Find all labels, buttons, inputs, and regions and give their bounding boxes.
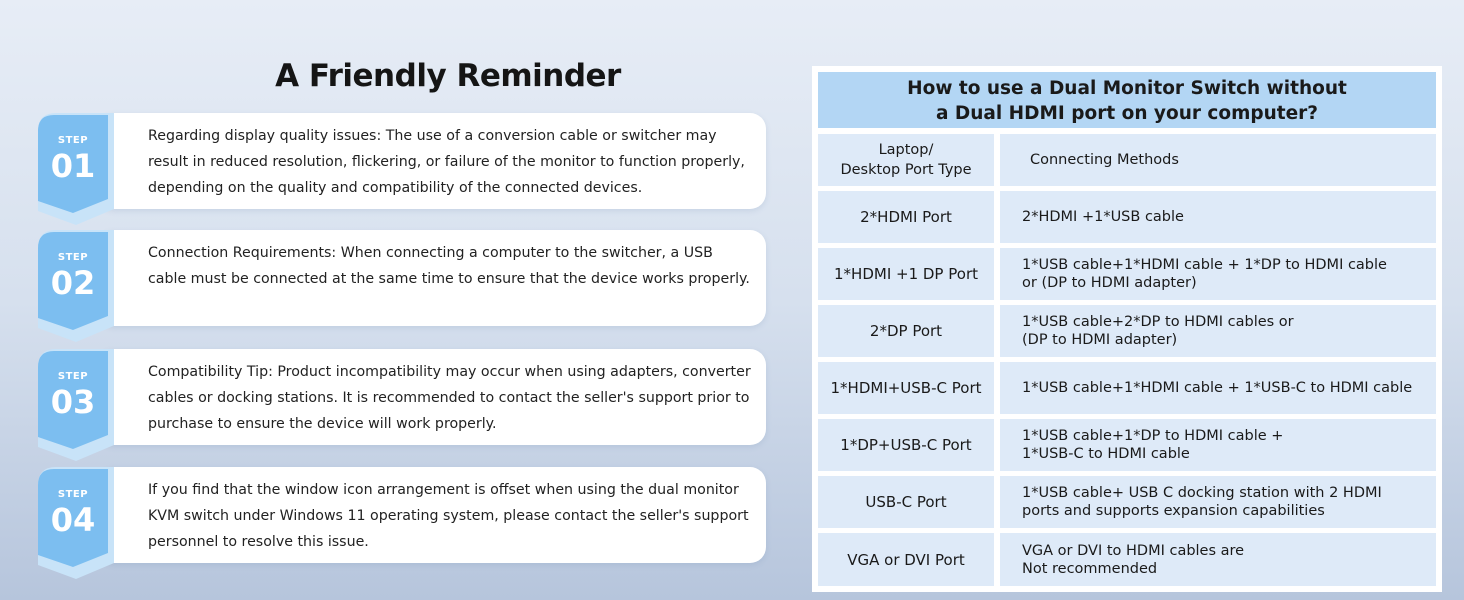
step-number: 01: [50, 147, 96, 185]
step-badge: [38, 113, 114, 225]
table-row-method: [1000, 476, 1436, 528]
step-text: Regarding display quality issues: The use of a conversion cable or switcher may result in reduced resolution, flickering, or failure of the monitor to function properly, depending on the quality and compatibility of the connected devices.: [148, 128, 745, 196]
step-text: Compatibility Tip: Product incompatibility may occur when using adapters, converter cables or docking stations. It is recommended to contact the seller's support prior to purchase to ensure the device will work properly.: [148, 364, 751, 432]
page-title: A Friendly Reminder: [275, 58, 621, 94]
port-label: 1*HDMI+USB-C Port: [830, 379, 982, 397]
step-badge: [38, 467, 114, 579]
step-number: 04: [50, 501, 96, 539]
step-card-04: [38, 467, 768, 579]
step-badge: [38, 349, 114, 461]
table-title: [818, 72, 1436, 128]
step-card-01: [38, 113, 768, 225]
method-line1: 1*USB cable+1*HDMI cable + 1*USB-C to HDMI cable: [1022, 380, 1413, 396]
table-row-method: [1000, 533, 1436, 586]
step-text: Connection Requirements: When connecting a computer to the switcher, a USB cable must be connected at the same time to ensure that the device works properly.: [148, 245, 750, 287]
table-row-port: [818, 191, 994, 243]
table-title-line2: a Dual HDMI port on your computer?: [935, 103, 1319, 124]
method-line2: or (DP to HDMI adapter): [1022, 275, 1197, 291]
method-line2: (DP to HDMI adapter): [1022, 332, 1178, 348]
method-line2: Not recommended: [1022, 560, 1158, 577]
port-label: VGA or DVI Port: [847, 550, 965, 569]
method-line2: 1*USB-C to HDMI cable: [1022, 446, 1190, 462]
port-label: 1*HDMI +1 DP Port: [834, 265, 978, 283]
table-row-port: [818, 476, 994, 528]
table-row-method: [1000, 305, 1436, 357]
step-number: 03: [50, 383, 96, 421]
table-row-method: [1000, 419, 1436, 471]
port-label: 1*DP+USB-C Port: [840, 436, 972, 454]
method-line1: 1*USB cable+1*HDMI cable + 1*DP to HDMI cable: [1022, 257, 1387, 273]
port-label: 2*DP Port: [869, 322, 943, 340]
method-line1: 1*USB cable+ USB C docking station with 2 HDMI: [1022, 485, 1382, 501]
step-label: STEP: [57, 135, 89, 146]
method-line1: VGA or DVI to HDMI cables are: [1022, 542, 1245, 559]
table-row-port: [818, 248, 994, 300]
step-card-02: [38, 230, 768, 342]
table-row-port: [818, 362, 994, 414]
method-line1: 2*HDMI +1*USB cable: [1022, 209, 1184, 225]
header-port-type-line2: Desktop Port Type: [840, 162, 972, 178]
method-line1: 1*USB cable+1*DP to HDMI cable +: [1022, 428, 1284, 444]
table-title-line1: How to use a Dual Monitor Switch without: [907, 78, 1347, 99]
header-connecting-methods-label: Connecting Methods: [1030, 152, 1179, 168]
header-connecting-methods: [1000, 134, 1436, 186]
step-label: STEP: [57, 489, 89, 500]
port-compatibility-table: [812, 66, 1442, 592]
header-port-type-line1: Laptop/: [878, 142, 934, 158]
port-label: 2*HDMI Port: [860, 208, 952, 226]
port-label: USB-C Port: [865, 493, 947, 511]
step-card-03: [38, 349, 768, 461]
step-text: If you find that the window icon arrangement is offset when using the dual monitor KVM switch under Windows 11 operating system, please contact the seller's support personnel to resolve this issue.: [148, 482, 749, 550]
step-number: 02: [50, 264, 96, 302]
table-row-method: [1000, 362, 1436, 414]
method-line2: ports and supports expansion capabilities: [1022, 503, 1325, 519]
method-line1: 1*USB cable+2*DP to HDMI cables or: [1022, 314, 1294, 330]
table-row-port: [818, 305, 994, 357]
step-badge: [38, 230, 114, 342]
table-row-port: [818, 419, 994, 471]
table-row-port: [818, 533, 994, 586]
step-label: STEP: [57, 371, 89, 382]
table-row-method: [1000, 248, 1436, 300]
step-label: STEP: [57, 252, 89, 263]
table-row-method: [1000, 191, 1436, 243]
header-port-type: [818, 134, 994, 186]
